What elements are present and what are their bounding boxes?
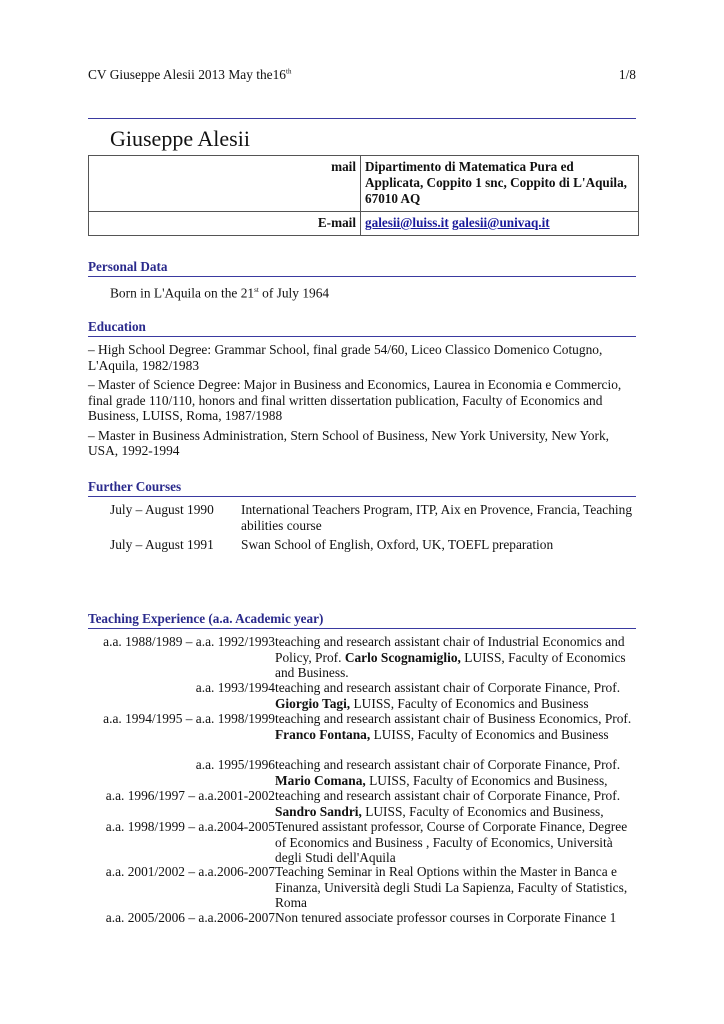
teaching-desc: teaching and research assistant chair of Corporate Finance, Prof. Mario Comana, LUISS, Faculty of Economics and Business,: [275, 757, 621, 788]
course-desc: Swan School of English, Oxford, UK, TOEFL preparation: [241, 537, 554, 552]
teaching-row: [88, 819, 636, 866]
teaching-desc: Non tenured associate professor courses in Corporate Finance 1: [275, 910, 617, 925]
email-values: [361, 212, 639, 236]
teaching-period: a.a. 2005/2006 – a.a.2006-2007: [105, 910, 275, 925]
course-desc: International Teachers Program, ITP, Aix en Provence, Francia, Teaching abilities course: [241, 502, 633, 533]
mail-row: [89, 156, 639, 212]
teaching-desc: teaching and research assistant chair of Corporate Finance, Prof. Giorgio Tagi, LUISS, Faculty of Economics and Business: [275, 680, 621, 711]
teaching-desc: Tenured assistant professor, Course of Corporate Finance, Degree of Economics and Business , Faculty of Economics, Università degli Studi dell'Aquila: [275, 819, 628, 865]
teaching-period: a.a. 1988/1989 – a.a. 1992/1993: [103, 634, 275, 649]
section-title-personal: Personal Data: [88, 259, 636, 277]
email-label: E-mail: [89, 212, 361, 236]
contact-table: [88, 155, 639, 236]
teaching-desc: teaching and research assistant chair of Business Economics, Prof. Franco Fontana, LUISS, Faculty of Economics and Business: [275, 711, 632, 742]
teaching-desc: Teaching Seminar in Real Options within the Master in Banca e Finanza, Università degli Studi La Sapienza, Faculty of Statistics, Roma: [275, 864, 628, 910]
education-item: – Master of Science Degree: Major in Business and Economics, Laurea in Economia e Commercio, final grade 110/110, honors and final written dissertation publication, Faculty of Economics and Business, LUISS, Roma, 1987/1988: [88, 377, 622, 423]
birth-info: Born in L'Aquila on the 21st of July 1964: [110, 285, 330, 301]
section-title-teaching: Teaching Experience (a.a. Academic year): [88, 611, 636, 629]
teaching-desc: teaching and research assistant chair of Corporate Finance, Prof. Sandro Sandri, LUISS, Faculty of Economics and Business,: [275, 788, 621, 819]
teaching-desc: teaching and research assistant chair of Industrial Economics and Policy, Prof. Carlo Scognamiglio, LUISS, Faculty of Economics and Business.: [275, 634, 626, 680]
teaching-period: a.a. 1995/1996: [195, 757, 275, 772]
email-row: [89, 212, 639, 236]
teaching-row: [88, 910, 636, 926]
page-header: [88, 67, 636, 83]
teaching-period: a.a. 2001/2002 – a.a.2006-2007: [105, 864, 275, 879]
teaching-period: a.a. 1996/1997 – a.a.2001-2002: [105, 788, 275, 803]
person-name: Giuseppe Alesii: [110, 126, 250, 151]
teaching-row: [88, 864, 636, 911]
mail-label: mail: [89, 156, 361, 212]
teaching-row: [88, 711, 636, 742]
email-link-luiss[interactable]: galesii@luiss.it: [365, 215, 449, 230]
page-number: 1/8: [618, 67, 636, 82]
section-title-courses: Further Courses: [88, 479, 636, 497]
teaching-row: [88, 757, 636, 788]
course-row: [110, 537, 638, 553]
header-divider: [88, 118, 636, 119]
course-date: July – August 1990: [110, 502, 214, 517]
course-row: [110, 502, 638, 533]
education-list: [88, 342, 636, 463]
teaching-period: a.a. 1993/1994: [195, 680, 275, 695]
header-title: CV Giuseppe Alesii 2013 May the16th: [88, 67, 292, 82]
section-title-education: Education: [88, 319, 636, 337]
teaching-row: [88, 680, 636, 711]
teaching-period: a.a. 1998/1999 – a.a.2004-2005: [105, 819, 275, 834]
teaching-row: [88, 788, 636, 819]
teaching-row: [88, 634, 636, 681]
education-item: – Master in Business Administration, Stern School of Business, New York University, New York, USA, 1992-1994: [88, 427, 609, 458]
email-link-univaq[interactable]: galesii@univaq.it: [452, 215, 550, 230]
mail-value: Dipartimento di Matematica Pura ed Applicata, Coppito 1 snc, Coppito di L'Aquila, 67010 AQ: [361, 156, 639, 212]
course-date: July – August 1991: [110, 537, 214, 552]
education-item: – High School Degree: Grammar School, final grade 54/60, Liceo Classico Domenico Cotugno, L'Aquila, 1982/1983: [88, 342, 603, 373]
teaching-period: a.a. 1994/1995 – a.a. 1998/1999: [103, 711, 275, 726]
